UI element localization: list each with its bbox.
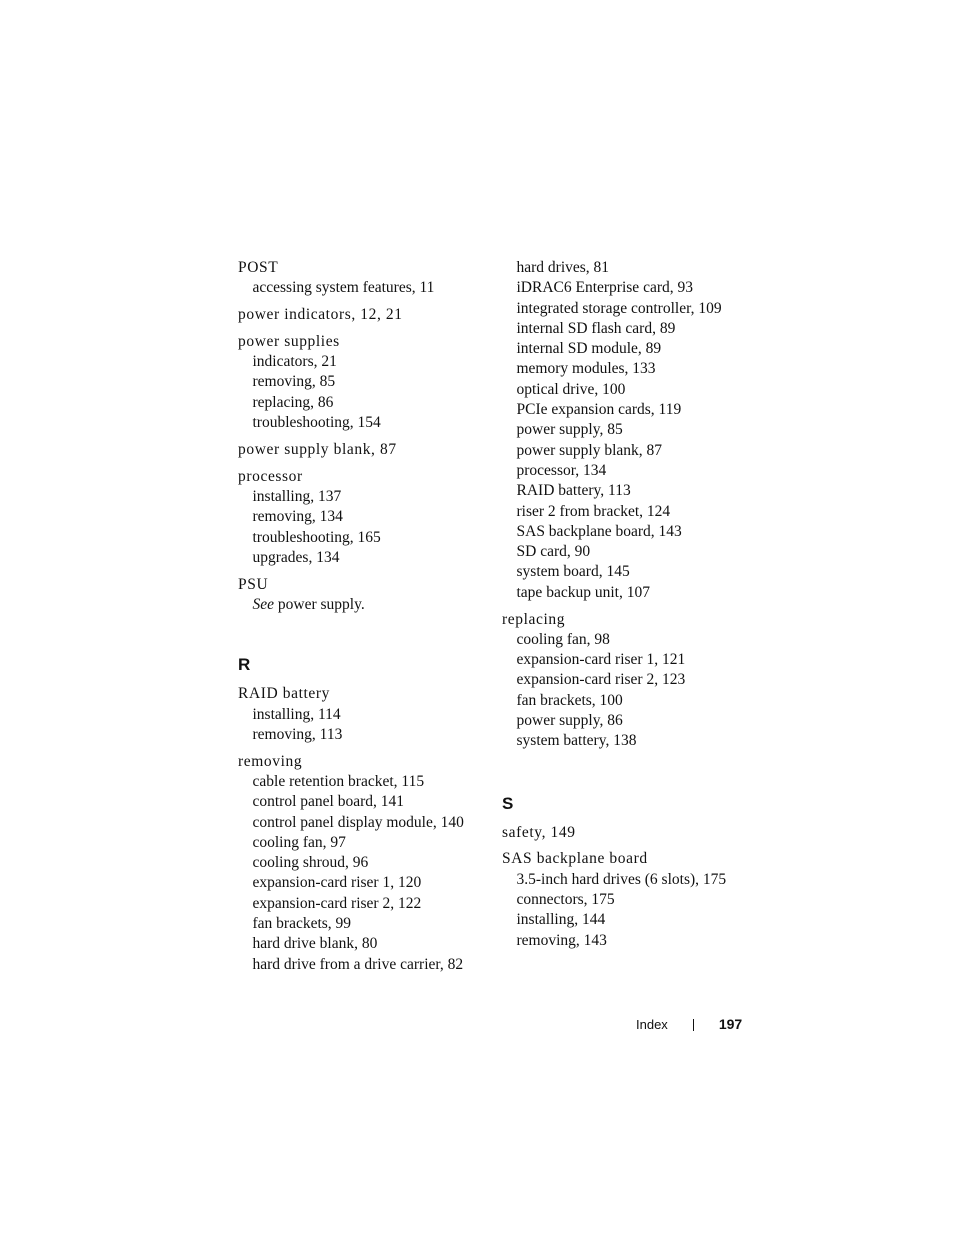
index-subentry: indicators, 21 xyxy=(252,353,337,371)
index-heading: power indicators, 12, 21 xyxy=(238,306,403,324)
index-subentry: power supply, 85 xyxy=(516,421,623,439)
index-entry-replacing xyxy=(502,610,762,752)
index-subentry: removing, 134 xyxy=(252,508,343,526)
index-column-right xyxy=(502,258,762,951)
index-entry-raid-battery xyxy=(238,684,488,745)
page-number: 197 xyxy=(718,1016,743,1032)
index-cross-reference xyxy=(238,595,488,615)
index-subentry: expansion-card riser 2, 123 xyxy=(516,671,686,689)
index-heading: replacing xyxy=(502,610,566,628)
index-subentry: hard drive from a drive carrier, 82 xyxy=(252,955,464,973)
index-subentry: removing, 143 xyxy=(516,931,607,949)
index-subentry: hard drives, 81 xyxy=(516,259,610,276)
index-entry-power-supplies xyxy=(238,332,488,433)
index-heading: RAID battery xyxy=(238,685,330,703)
index-heading: power supplies xyxy=(238,332,340,350)
index-subentry: expansion-card riser 1, 121 xyxy=(516,651,686,669)
index-subentry: hard drive blank, 80 xyxy=(252,935,378,953)
index-heading: processor xyxy=(238,467,303,485)
index-subentry: power supply blank, 87 xyxy=(516,441,663,459)
index-heading: safety, 149 xyxy=(502,823,576,841)
index-subentry: integrated storage controller, 109 xyxy=(516,299,722,317)
index-entry-post xyxy=(238,258,488,299)
index-entry-processor xyxy=(238,467,488,568)
index-heading: power supply blank, 87 xyxy=(238,440,397,458)
index-subentry: 3.5-inch hard drives (6 slots), 175 xyxy=(516,870,727,888)
index-subentry: fan brackets, 99 xyxy=(252,915,352,933)
index-subentry: replacing, 86 xyxy=(252,393,334,411)
index-subentry: memory modules, 133 xyxy=(516,360,656,378)
index-subentry: installing, 114 xyxy=(252,705,341,723)
index-subentry: iDRAC6 Enterprise card, 93 xyxy=(516,279,693,297)
page-footer xyxy=(636,1014,742,1035)
index-subentry: system battery, 138 xyxy=(516,732,637,750)
index-subentry: expansion-card riser 1, 120 xyxy=(252,874,422,892)
footer-separator xyxy=(693,1019,694,1031)
index-subentry: SAS backplane board, 143 xyxy=(516,522,682,540)
index-subentry: installing, 144 xyxy=(516,911,606,929)
index-subentry: riser 2 from bracket, 124 xyxy=(516,502,671,520)
index-heading: SAS backplane board xyxy=(502,850,648,868)
index-subentry: cooling fan, 98 xyxy=(516,630,610,648)
index-entry-power-indicators xyxy=(238,305,488,325)
index-subentry: upgrades, 134 xyxy=(252,548,340,566)
index-entry-power-supply-blank xyxy=(238,440,488,460)
index-subentry: control panel display module, 140 xyxy=(252,813,464,831)
index-subentry: cooling shroud, 96 xyxy=(252,854,369,872)
index-heading: removing xyxy=(238,752,303,770)
index-subentry: system board, 145 xyxy=(516,563,630,581)
index-entry-removing xyxy=(238,752,488,975)
index-subentry: fan brackets, 100 xyxy=(516,691,623,709)
section-letter-s: S xyxy=(502,793,514,813)
index-entry-sas-backplane-board xyxy=(502,849,762,950)
index-subentry: installing, 137 xyxy=(252,487,342,505)
index-entry-psu xyxy=(238,575,488,616)
index-subentry: optical drive, 100 xyxy=(516,380,626,398)
index-subentry: troubleshooting, 165 xyxy=(252,528,381,546)
index-subentry: troubleshooting, 154 xyxy=(252,414,381,432)
index-heading: PSU xyxy=(238,575,269,593)
index-subentry: tape backup unit, 107 xyxy=(516,583,650,601)
index-subentry: processor, 134 xyxy=(516,461,607,479)
index-subentry: removing, 113 xyxy=(252,725,343,743)
index-subentry: cooling fan, 97 xyxy=(252,833,346,851)
index-subentry: removing, 85 xyxy=(252,373,336,391)
see-label: See xyxy=(252,595,275,613)
index-subentry: SD card, 90 xyxy=(516,543,591,561)
index-entry-safety xyxy=(502,823,762,843)
index-subentry: connectors, 175 xyxy=(516,891,615,909)
index-subentry: power supply, 86 xyxy=(516,712,623,730)
index-entry-removing-continued xyxy=(502,258,762,603)
index-subentry: RAID battery, 113 xyxy=(516,482,631,500)
index-column-left xyxy=(238,258,488,975)
index-subentry: control panel board, 141 xyxy=(252,793,405,811)
see-target: power supply. xyxy=(274,595,365,613)
section-letter-r: R xyxy=(238,655,251,675)
index-subentry: expansion-card riser 2, 122 xyxy=(252,894,422,912)
index-heading: POST xyxy=(238,259,279,276)
index-subentry: internal SD flash card, 89 xyxy=(516,319,676,337)
footer-section-label: Index xyxy=(636,1017,668,1032)
index-subentry: accessing system features, 11 xyxy=(252,279,435,297)
index-subentry: PCIe expansion cards, 119 xyxy=(516,401,682,419)
index-subentry: internal SD module, 89 xyxy=(516,340,662,358)
index-subentry: cable retention bracket, 115 xyxy=(252,772,425,790)
